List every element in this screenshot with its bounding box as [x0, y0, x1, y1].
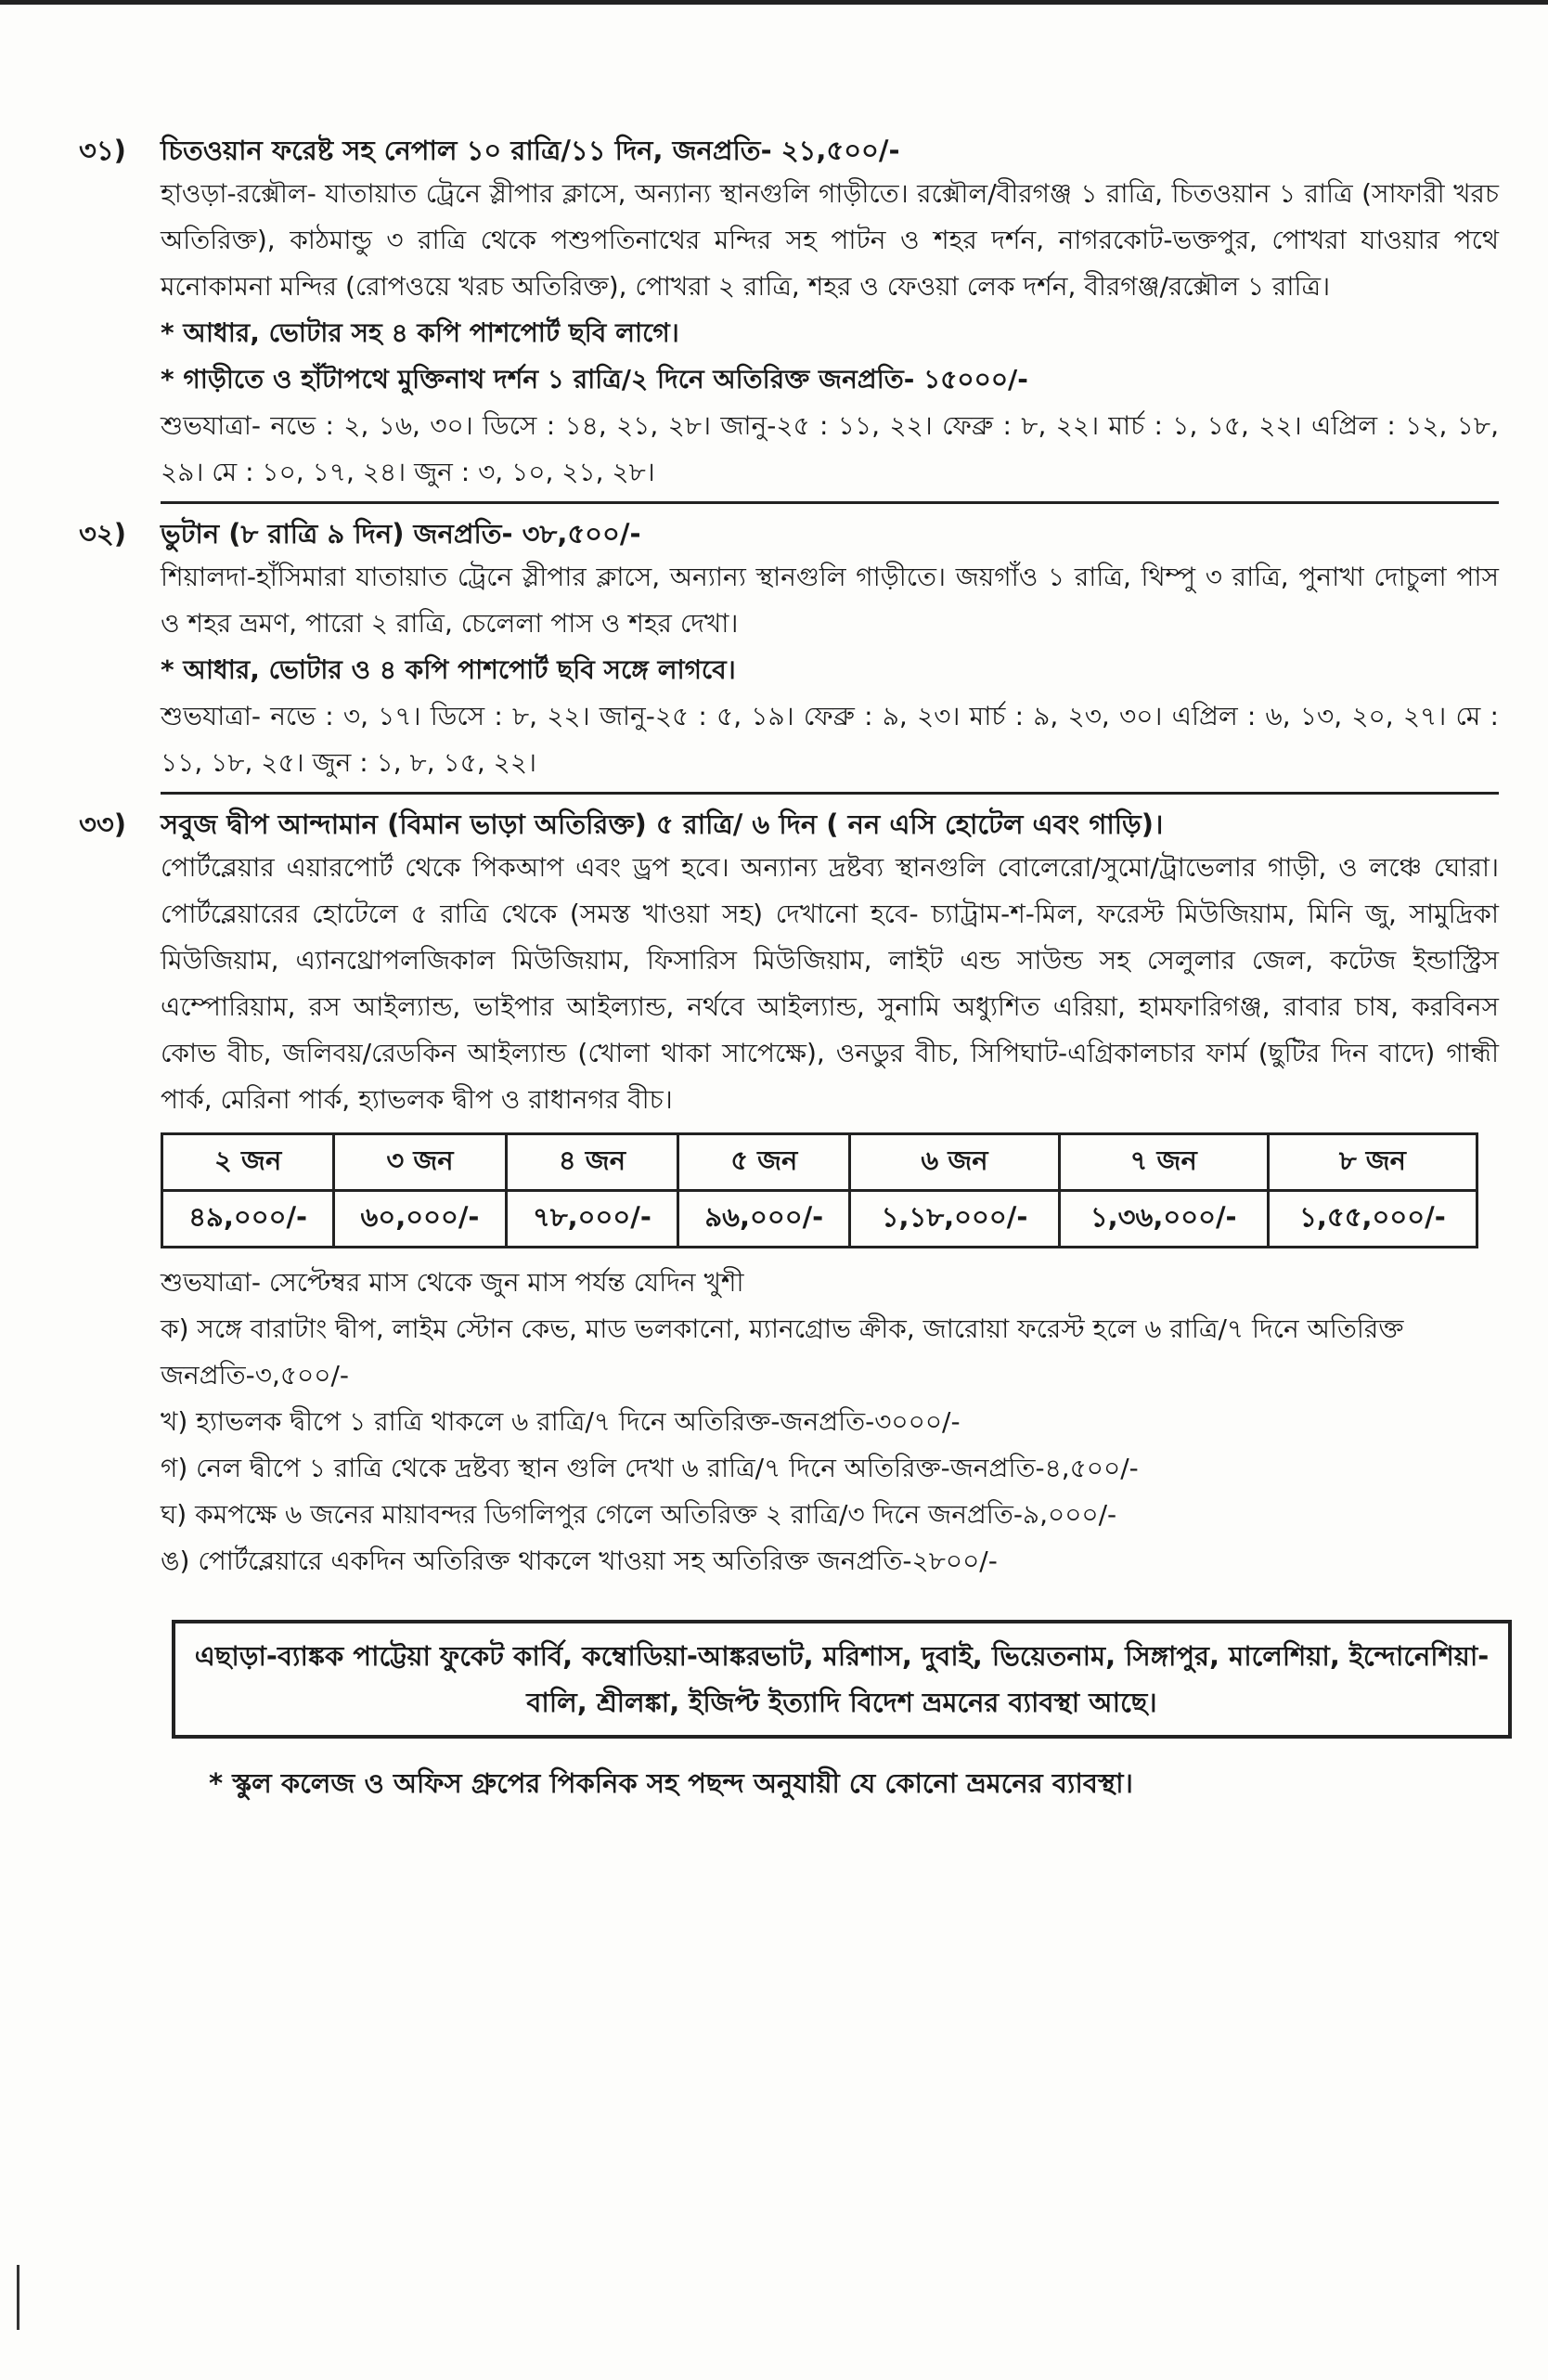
- section-description: শিয়ালদা-হাঁসিমারা যাতায়াত ট্রেনে স্লীপার ক্লাসে, অন্যান্য স্থানগুলি গাড়ীতে। জয়গাঁও ১ রাত্রি, থিম্পু ৩ রাত্রি, পুনাখা দোচুলা পাস ও শহর ভ্রমণ, পারো ২ রাত্রি, চেলেলা পাস ও শহর দেখা।: [161, 562, 1499, 639]
- group-size-cell: ৭ জন: [1059, 1134, 1268, 1191]
- departure-dates: শুভযাত্রা- নভে : ২, ১৬, ৩০। ডিসে : ১৪, ২১, ২৮। জানু-২৫ : ১১, ২২। ফেব্রু : ৮, ২২। মার্চ : ১, ১৫, ২২। এপ্রিল : ১২, ১৮, ২৯। মে : ১০, ১৭, ২৪। জুন : ৩, ১০, ২১, ২৮।: [161, 410, 1499, 487]
- price-table: [161, 1132, 1478, 1248]
- section-heading: [79, 513, 1499, 554]
- section-heading: [79, 130, 1499, 171]
- price-cell: ৪৯,০০০/-: [162, 1191, 334, 1248]
- document-note: * আধার, ভোটার সহ ৪ কপি পাশপোর্ট ছবি লাগে।: [161, 317, 679, 348]
- tour-section-bhutan: [79, 513, 1499, 786]
- section-description: পোর্টব্লেয়ার এয়ারপোর্ট থেকে পিকআপ এবং ড্রপ হবে। অন্যান্য দ্রষ্টব্য স্থানগুলি বোলেরো/সুমো/ট্রাভেলার গাড়ী, ও লঞ্চে ঘোরা। পোর্টব্লেয়ারের হোটেলে ৫ রাত্রি থেকে (সমস্ত খাওয়া সহ) দেখানো হবে- চ্যাট্রাম-শ-মিল, ফরেস্ট মিউজিয়াম, মিনি জু, সামুদ্রিকা মিউজিয়াম, এ্যানথ্রোপলজিকাল মিউজিয়াম, ফিসারিস মিউজিয়াম, লাইট এন্ড সাউন্ড সহ সেলুলার জেল, কটেজ ইন্ডাস্ট্রিস এম্পোরিয়াম, রস আইল্যান্ড, ভাইপার আইল্যান্ড, নর্থবে আইল্যান্ড, সুনামি অধ্যুশিত এরিয়া, হামফারিগঞ্জ, রাবার চাষ, করবিনস কোভ বীচ, জলিবয়/রেডকিন আইল্যান্ড (খোলা থাকা সাপেক্ষে), ওনডুর বীচ, সিপিঘাট-এগ্রিকালচার ফার্ম (ছুটির দিন বাদে) গান্ধী পার্ক, মেরিনা পার্ক, হ্যাভলক দ্বীপ ও রাধানগর বীচ।: [161, 852, 1499, 1115]
- departure-dates: শুভযাত্রা- সেপ্টেম্বর মাস থেকে জুন মাস পর্যন্ত যেদিন খুশী: [161, 1267, 744, 1298]
- extra-option-item: ঙ) পোর্টব্লেয়ারে একদিন অতিরিক্ত থাকলে খাওয়া সহ অতিরিক্ত জনপ্রতি-২৮০০/-: [161, 1546, 998, 1576]
- group-size-cell: ৬ জন: [850, 1134, 1059, 1191]
- group-size-cell: ৫ জন: [678, 1134, 850, 1191]
- section-title: সবুজ দ্বীপ আন্দামান (বিমান ভাড়া অতিরিক্ত) ৫ রাত্রি/ ৬ দিন ( নন এসি হোটেল এবং গাড়ি)।: [161, 808, 1164, 840]
- section-heading: [79, 804, 1499, 845]
- tour-section-andaman: [79, 804, 1499, 1585]
- price-cell: ৯৬,০০০/-: [678, 1191, 850, 1248]
- section-title: চিতওয়ান ফরেষ্ট সহ নেপাল ১০ রাত্রি/১১ দিন, জনপ্রতি- ২১,৫০০/-: [161, 135, 900, 166]
- price-table-price-row: [162, 1191, 1477, 1248]
- extra-option-item: ক) সঙ্গে বারাটাং দ্বীপ, লাইম স্টোন কেভ, মাড ভলকানো, ম্যানগ্রোভ ক্রীক, জারোয়া ফরেস্ট হলে ৬ রাত্রি/৭ দিনে অতিরিক্ত জনপ্রতি-৩,৫০০/-: [161, 1313, 1404, 1390]
- group-size-cell: ৮ জন: [1268, 1134, 1477, 1191]
- group-size-cell: ৩ জন: [334, 1134, 506, 1191]
- section-divider: [161, 792, 1499, 795]
- section-body: [161, 554, 1499, 786]
- tour-section-nepal: [79, 130, 1499, 496]
- price-table-header-row: [162, 1134, 1477, 1191]
- departure-dates: শুভযাত্রা- নভে : ৩, ১৭। ডিসে : ৮, ২২। জানু-২৫ : ৫, ১৯। ফেব্রু : ৯, ২৩। মার্চ : ৯, ২৩, ৩০। এপ্রিল : ৬, ১৩, ২০, ২৭। মে : ১১, ১৮, ২৫। জুন : ১, ৮, ১৫, ২২।: [161, 701, 1499, 778]
- section-title: ভুটান (৮ রাত্রি ৯ দিন) জনপ্রতি- ৩৮,৫০০/-: [161, 518, 641, 550]
- group-size-cell: ৪ জন: [506, 1134, 677, 1191]
- price-cell: ৬০,০০০/-: [334, 1191, 506, 1248]
- margin-mark: [17, 2265, 19, 2330]
- section-number: ৩১): [79, 135, 126, 166]
- extra-option-item: গ) নেল দ্বীপে ১ রাত্রি থেকে দ্রষ্টব্য স্থান গুলি দেখা ৬ রাত্রি/৭ দিনে অতিরিক্ত-জনপ্রতি-৪,৫০০/-: [161, 1453, 1139, 1483]
- footer-note: * স্কুল কলেজ ও অফিস গ্রুপের পিকনিক সহ পছন্দ অনুযায়ী যে কোনো ভ্রমনের ব্যাবস্থা।: [209, 1767, 1133, 1799]
- section-divider: [161, 501, 1499, 504]
- extras-list: [161, 1260, 1499, 1585]
- overseas-tours-notice: এছাড়া-ব্যাঙ্কক পাট্টেয়া ফুকেট কার্বি, কম্বোডিয়া-আঙ্করভাট, মরিশাস, দুবাই, ভিয়েতনাম, সিঙ্গাপুর, মালেশিয়া, ইন্দোনেশিয়া-বালি, শ্রীলঙ্কা, ইজিপ্ট ইত্যাদি বিদেশ ভ্রমনের ব্যাবস্থা আছে।: [172, 1620, 1512, 1739]
- extra-option-item: ঘ) কমপক্ষে ৬ জনের মায়াবন্দর ডিগলিপুর গেলে অতিরিক্ত ২ রাত্রি/৩ দিনে জনপ্রতি-৯,০০০/-: [161, 1499, 1117, 1530]
- section-description: হাওড়া-রক্সৌল- যাতায়াত ট্রেনে স্লীপার ক্লাসে, অন্যান্য স্থানগুলি গাড়ীতে। রক্সৌল/বীরগঞ্জ ১ রাত্রি, চিতওয়ান ১ রাত্রি (সাফারী খরচ অতিরিক্ত), কাঠমান্ডু ৩ রাত্রি থেকে পশুপতিনাথের মন্দির সহ পাটন ও শহর দর্শন, নাগরকোট-ভক্তপুর, পোখরা যাওয়ার পথে মনোকামনা মন্দির (রোপওয়ে খরচ অতিরিক্ত), পোখরা ২ রাত্রি, শহর ও ফেওয়া লেক দর্শন, বীরগঞ্জ/রক্সৌল ১ রাত্রি।: [161, 178, 1500, 302]
- extra-trip-note: * গাড়ীতে ও হাঁটাপথে মুক্তিনাথ দর্শন ১ রাত্রি/২ দিনে অতিরিক্ত জনপ্রতি- ১৫০০০/-: [161, 364, 1028, 395]
- section-body: [161, 845, 1499, 1123]
- price-cell: ৭৮,০০০/-: [506, 1191, 677, 1248]
- brochure-page: [79, 130, 1499, 1804]
- top-border-line: [0, 0, 1548, 5]
- section-number: ৩৩): [79, 808, 126, 840]
- price-cell: ১,৫৫,০০০/-: [1268, 1191, 1477, 1248]
- price-cell: ১,৩৬,০০০/-: [1059, 1191, 1268, 1248]
- price-cell: ১,১৮,০০০/-: [850, 1191, 1059, 1248]
- section-body: [161, 171, 1499, 496]
- group-size-cell: ২ জন: [162, 1134, 334, 1191]
- document-note: * আধার, ভোটার ও ৪ কপি পাশপোর্ট ছবি সঙ্গে লাগবে।: [161, 654, 736, 685]
- extra-option-item: খ) হ্যাভলক দ্বীপে ১ রাত্রি থাকলে ৬ রাত্রি/৭ দিনে অতিরিক্ত-জনপ্রতি-৩০০০/-: [161, 1406, 961, 1437]
- section-number: ৩২): [79, 518, 126, 550]
